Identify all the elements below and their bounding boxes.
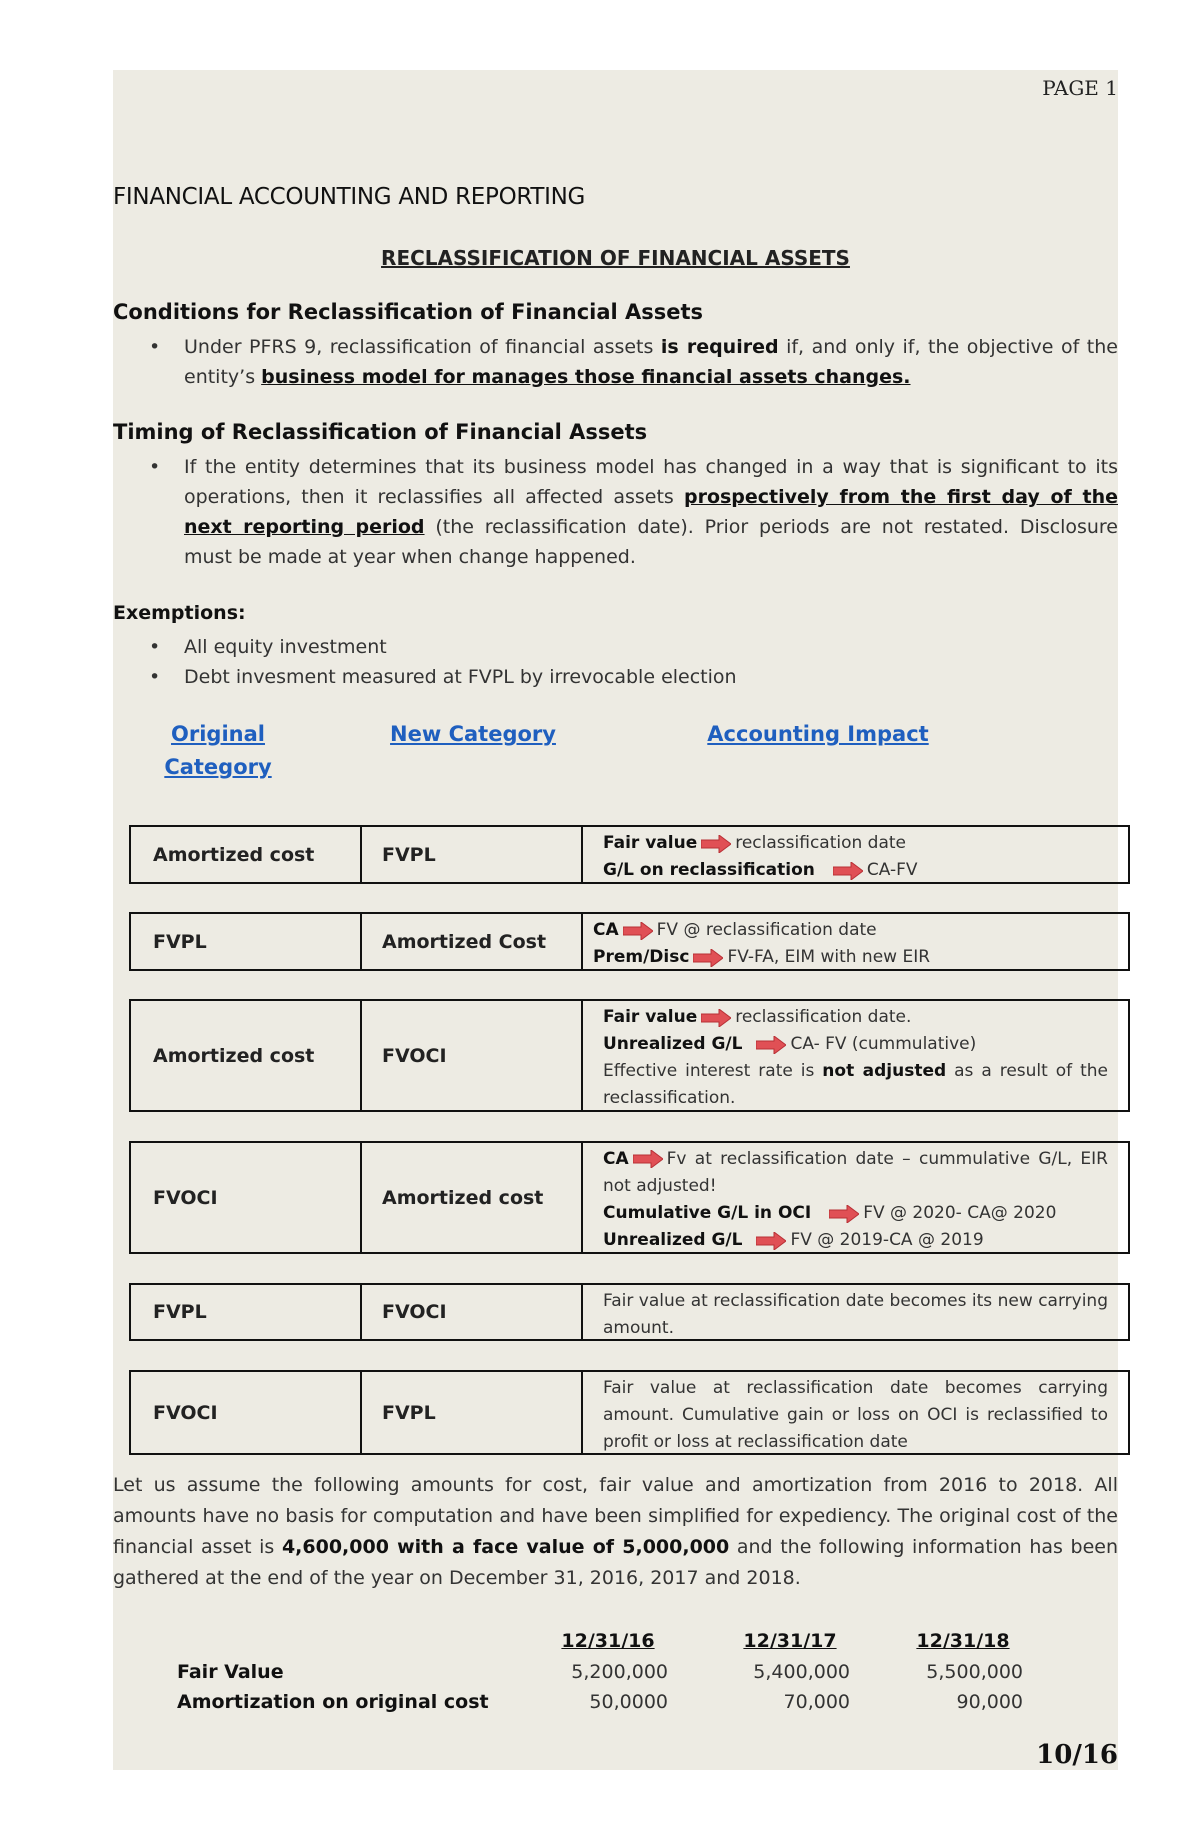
original-category-cell: FVOCI <box>131 1372 362 1453</box>
bullet-icon: • <box>149 666 161 688</box>
original-category-cell: FVPL <box>131 914 362 969</box>
row-label: Fair Value <box>177 1661 284 1683</box>
right-arrow-icon <box>701 835 731 853</box>
right-arrow-icon <box>693 949 723 967</box>
timing-list <box>113 452 1118 572</box>
column-original-category: Original Category <box>164 722 272 779</box>
impact-cell: Fair value reclassification date G/L on reclassification CA-FV <box>603 833 918 880</box>
reclass-row <box>129 1283 1130 1341</box>
column-accounting-impact: Accounting Impact <box>707 722 929 746</box>
original-category-cell: FVOCI <box>131 1143 362 1252</box>
original-category-cell: Amortized cost <box>131 827 362 882</box>
original-category-cell: FVPL <box>131 1285 362 1339</box>
column-new-category: New Category <box>390 722 556 746</box>
exemptions-heading: Exemptions: <box>113 602 246 624</box>
new-category-cell: Amortized cost <box>362 1143 583 1252</box>
table-cell: 5,200,000 <box>571 1661 668 1683</box>
impact-cell: CA FV @ reclassification date Prem/Disc FV-FA, EIM with new EIR <box>593 920 931 967</box>
original-category-cell: Amortized cost <box>131 1001 362 1110</box>
right-arrow-icon <box>701 1009 731 1027</box>
right-arrow-icon <box>829 1205 859 1223</box>
exemptions-list <box>113 632 1118 692</box>
column-header: 12/31/17 <box>743 1630 837 1652</box>
course-title: FINANCIAL ACCOUNTING AND REPORTING <box>113 184 586 210</box>
new-category-cell: FVOCI <box>362 1285 583 1339</box>
conditions-heading: Conditions for Reclassification of Financial Assets <box>113 300 704 324</box>
new-category-cell: FVOCI <box>362 1001 583 1110</box>
list-item: • Debt invesment measured at FVPL by irrevocable election <box>113 662 1118 692</box>
reclass-row <box>129 999 1130 1112</box>
new-category-cell: Amortized Cost <box>362 914 583 969</box>
reclass-row <box>129 825 1130 884</box>
table-cell: 70,000 <box>783 1691 850 1713</box>
table-cell: 50,0000 <box>589 1691 668 1713</box>
row-label: Amortization on original cost <box>177 1691 489 1713</box>
bullet-icon: • <box>149 636 161 658</box>
right-arrow-icon <box>756 1232 786 1250</box>
new-category-cell: FVPL <box>362 1372 583 1453</box>
table-cell: 90,000 <box>956 1691 1023 1713</box>
right-arrow-icon <box>623 922 653 940</box>
page-number: 10/16 <box>1036 1740 1118 1770</box>
impact-cell: Fair value reclassification date. Unrealized G/L CA- FV (cummulative) Effective interest rate is not adjusted as a result of the reclassification. <box>603 1007 1108 1108</box>
column-header: 12/31/16 <box>561 1630 655 1652</box>
document-page <box>113 70 1118 1770</box>
list-item: • If the entity determines that its business model has changed in a way that is significant to its operations, then it reclassifies all affected assets prospectively from the first day of the next reporting period (the reclassification date). Prior periods are not restated. Disclosure must be made at year when change happened. <box>113 452 1118 572</box>
impact-cell: Fair value at reclassification date becomes its new carrying amount. <box>603 1291 1108 1338</box>
table-cell: 5,500,000 <box>926 1661 1023 1683</box>
list-item: • All equity investment <box>113 632 1118 662</box>
topic-title: RECLASSIFICATION OF FINANCIAL ASSETS <box>381 246 850 270</box>
reclass-row <box>129 1141 1130 1254</box>
impact-cell: Fair value at reclassification date becomes carrying amount. Cumulative gain or loss on OCI is reclassified to profit or loss at reclassification date <box>603 1378 1108 1452</box>
timing-heading: Timing of Reclassification of Financial Assets <box>113 420 648 444</box>
right-arrow-icon <box>833 862 863 880</box>
conditions-list <box>113 332 1118 392</box>
impact-cell: CA Fv at reclassification date – cummulative G/L, EIR not adjusted! Cumulative G/L in OCI FV @ 2020- CA@ 2020 Unrealized G/L FV @ 2019-CA @ 2019 <box>603 1149 1108 1250</box>
table-cell: 5,400,000 <box>753 1661 850 1683</box>
column-header: 12/31/18 <box>916 1630 1010 1652</box>
new-category-cell: FVPL <box>362 827 583 882</box>
example-paragraph: Let us assume the following amounts for cost, fair value and amortization from 2016 to 2018. All amounts have no basis for computation and have been simplified for expediency. The original cost of the financial asset is 4,600,000 with a face value of 5,000,000 and the following information has been gathered at the end of the year on December 31, 2016, 2017 and 2018. <box>113 1474 1119 1589</box>
list-item: • Under PFRS 9, reclassification of financial assets is required if, and only if, the objective of the entity’s business model for manages those financial assets changes. <box>113 332 1118 392</box>
reclass-row <box>129 1370 1130 1455</box>
bullet-icon: • <box>149 336 161 358</box>
page-label: PAGE 1 <box>1042 76 1118 100</box>
reclass-row <box>129 912 1130 971</box>
right-arrow-icon <box>756 1036 786 1054</box>
bullet-icon: • <box>149 456 161 478</box>
right-arrow-icon <box>633 1150 663 1168</box>
